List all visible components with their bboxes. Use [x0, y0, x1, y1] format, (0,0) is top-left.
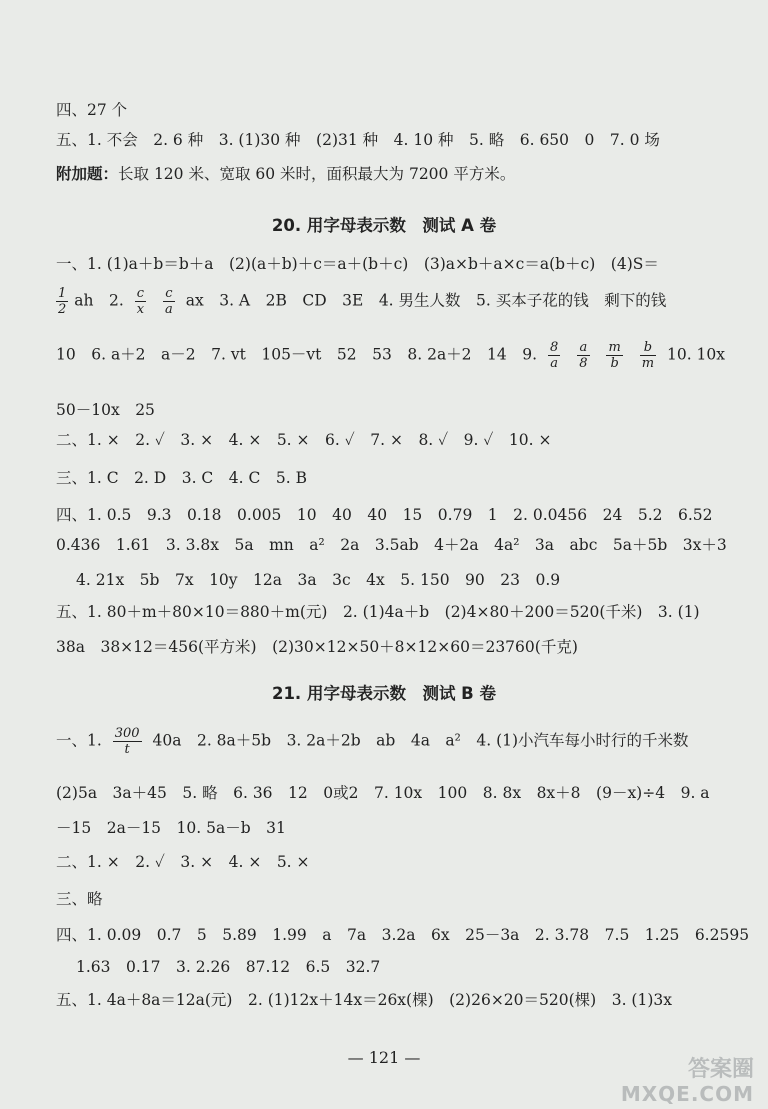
s21-line-6: 四、1. 0.09 0.7 5 5.89 1.99 a 7a 3.2a 6x 25－3a 2. 3.78 7.5 1.25 6.2595 [56, 926, 750, 944]
bonus-line [56, 162, 736, 184]
s20-line-1: 一、1. (1)a＋b＝b＋a (2)(a＋b)＋c＝a＋(b＋c) (3)a×b＋a×c＝a(b＋c) (4)S＝ [56, 255, 659, 273]
s20-line-3: 10 6. a＋2 a－2 7. vt 105－vt 52 53 8. 2a＋2 14 9. $\frac{8}{a}$ $\frac{a}{8}$ $\frac{m}{b}$ $\frac{b}{m}$ 10. 10x [56, 340, 726, 371]
fraction-b-m: $\frac{b}{m}$ [641, 340, 655, 371]
fraction-300-t: $\frac{300}{t}$ [114, 726, 140, 757]
fraction-m-b: $\frac{m}{b}$ [608, 340, 621, 371]
s20-line-5: 二、1. × 2. ✓ 3. × 4. × 5. × 6. ✓ 7. × 8. ✓ 9. ✓ 10. × [56, 431, 552, 449]
watermark-brand: 答案圈 [687, 1057, 754, 1082]
watermark-url: MXQE.COM [620, 1082, 754, 1106]
s21-line-5: 三、略 [56, 890, 103, 908]
page-number: — 121 — [347, 1048, 421, 1067]
fraction-half: $\frac{1}{2}$ [58, 286, 67, 317]
watermark-logo [621, 1058, 754, 1106]
fraction-c-a: $\frac{c}{a}$ [165, 286, 173, 317]
s20-line-11: 38a 38×12＝456(平方米) (2)30×12×50＋8×12×60＝23760(千克) [56, 638, 578, 656]
s21-line-1: 一、1. $\frac{300}{t}$ 40a 2. 8a＋5b 3. 2a＋2b ab 4a a² 4. (1)小汽车每小时行的千米数 [56, 726, 689, 757]
s21-line-2: (2)5a 3a＋45 5. 略 6. 36 12 0或2 7. 10x 100 8. 8x 8x＋8 (9－x)÷4 9. a [56, 784, 710, 802]
section-20-title: 20. 用字母表示数 测试 A 卷 [271, 216, 497, 235]
fraction-8-a: $\frac{8}{a}$ [550, 340, 559, 371]
answer-line-4: 四、27 个 [56, 101, 128, 119]
s20-line-4: 50－10x 25 [56, 401, 155, 419]
s20-line-7: 四、1. 0.5 9.3 0.18 0.005 10 40 40 15 0.79 1 2. 0.0456 24 5.2 6.52 [56, 506, 713, 524]
answer-line-5: 五、1. 不会 2. 6 种 3. (1)30 种 (2)31 种 4. 10 种 5. 略 6. 650 0 7. 0 场 [56, 131, 660, 149]
bonus-label: 附加题： [56, 164, 119, 183]
s21-line-3: －15 2a－15 10. 5a－b 31 [56, 819, 286, 837]
fraction-c-x: $\frac{c}{x}$ [136, 286, 145, 317]
s20-line-9: 4. 21x 5b 7x 10y 12a 3a 3c 4x 5. 150 90 23 0.9 [76, 571, 561, 589]
s20-line-8: 0.436 1.61 3. 3.8x 5a mn a² 2a 3.5ab 4＋2a 4a² 3a abc 5a＋5b 3x＋3 [56, 536, 727, 554]
s21-line-4: 二、1. × 2. ✓ 3. × 4. × 5. × [56, 853, 310, 871]
section-21-title: 21. 用字母表示数 测试 B 卷 [271, 684, 497, 703]
s21-line-7: 1.63 0.17 3. 2.26 87.12 6.5 32.7 [76, 958, 381, 976]
s20-line-6: 三、1. C 2. D 3. C 4. C 5. B [56, 469, 307, 487]
s20-line-2: $\frac{1}{2}$ ah 2. $\frac{c}{x}$ $\frac{c}{a}$ ax 3. A 2B CD 3E 4. 男生人数 5. 买本子花的钱 剩下的钱 [58, 286, 667, 317]
bonus-text: 长取 120 米、宽取 60 米时，面积最大为 7200 平方米。 [118, 165, 516, 183]
fraction-a-8: $\frac{a}{8}$ [579, 340, 588, 371]
s20-line-10: 五、1. 80＋m＋80×10＝880＋m(元) 2. (1)4a＋b (2)4×80＋200＝520(千米) 3. (1) [56, 603, 700, 621]
s21-line-8: 五、1. 4a＋8a＝12a(元) 2. (1)12x＋14x＝26x(棵) (2)26×20＝520(棵) 3. (1)3x [56, 991, 672, 1009]
